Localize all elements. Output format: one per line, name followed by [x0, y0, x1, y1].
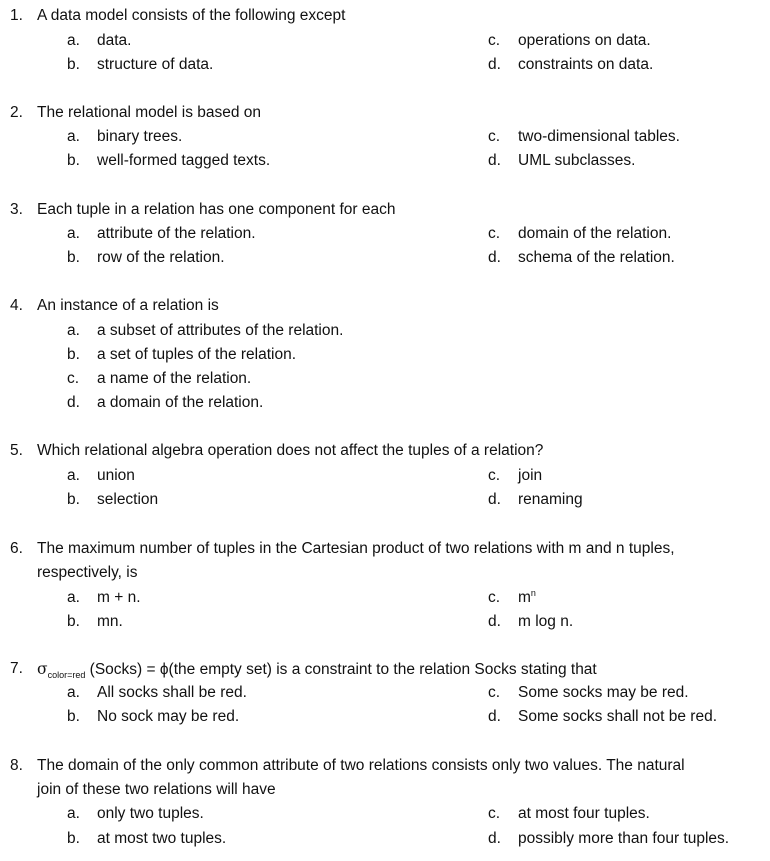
option-letter: c. [488, 805, 501, 822]
option-letter: d. [488, 152, 501, 169]
option-text: a name of the relation. [97, 370, 252, 387]
option-letter: d. [67, 394, 80, 411]
option-text: Some socks shall not be red. [518, 708, 718, 725]
question-6-text-line-2: respectively, is [37, 564, 138, 581]
option-letter: b. [67, 708, 80, 725]
question-3-option-d [0, 248, 770, 268]
question-1-text: A data model consists of the following except [37, 7, 346, 24]
question-8-text-line-2: join of these two relations will have [37, 781, 276, 798]
selection-condition: color=red [47, 670, 86, 680]
option-superscript: n [530, 588, 536, 598]
option-letter: d. [488, 491, 501, 508]
option-letter: a. [67, 322, 80, 339]
option-text: binary trees. [97, 128, 183, 145]
option-letter: b. [67, 830, 80, 847]
question-5-text: Which relational algebra operation does not affect the tuples of a relation? [37, 442, 544, 459]
option-letter: b. [67, 152, 80, 169]
question-2-option-c [0, 127, 770, 147]
option-letter: a. [67, 225, 80, 242]
question-5-option-d [0, 490, 770, 510]
question-1-number: 1. [10, 7, 23, 24]
question-3-number: 3. [10, 201, 23, 218]
option-text: selection [97, 491, 159, 508]
question-6-option-d [0, 612, 770, 632]
option-letter: d. [488, 708, 501, 725]
option-letter: d. [488, 56, 501, 73]
option-letter: d. [488, 830, 501, 847]
option-text: No sock may be red. [97, 708, 240, 725]
option-letter: b. [67, 56, 80, 73]
question-4-option-b [0, 345, 770, 365]
question-3-option-c [0, 224, 770, 244]
question-4-option-c [0, 369, 770, 389]
question-7-text [37, 659, 597, 679]
question-2-number: 2. [10, 104, 23, 121]
option-text: at most two tuples. [97, 830, 227, 847]
option-letter: c. [488, 589, 501, 606]
option-base: m [518, 589, 531, 606]
option-text: attribute of the relation. [97, 225, 256, 242]
option-text: domain of the relation. [518, 225, 672, 242]
option-letter: c. [488, 467, 501, 484]
option-text: two-dimensional tables. [518, 128, 680, 145]
option-text: All socks shall be red. [97, 684, 247, 701]
option-text [518, 588, 536, 608]
question-4-option-d [0, 393, 770, 413]
option-letter: c. [67, 370, 80, 387]
option-text: a domain of the relation. [97, 394, 264, 411]
option-text: a subset of attributes of the relation. [97, 322, 344, 339]
question-4-text: An instance of a relation is [37, 297, 219, 314]
question-3-text: Each tuple in a relation has one component for each [37, 201, 396, 218]
option-letter: a. [67, 589, 80, 606]
option-text: data. [97, 32, 132, 49]
option-text: constraints on data. [518, 56, 654, 73]
question-2-text: The relational model is based on [37, 104, 262, 121]
question-2-option-d [0, 151, 770, 171]
option-text: only two tuples. [97, 805, 204, 822]
question-4-number: 4. [10, 297, 23, 314]
option-letter: c. [488, 128, 501, 145]
option-letter: d. [488, 613, 501, 630]
question-5-number: 5. [10, 442, 23, 459]
option-letter: a. [67, 32, 80, 49]
option-text: a set of tuples of the relation. [97, 346, 297, 363]
sigma-symbol: σ [37, 660, 48, 678]
question-8-text-line-1: The domain of the only common attribute of two relations consists only two values. The natural [37, 757, 685, 774]
question-7-text-rest: (Socks) = ϕ(the empty set) is a constraint to the relation Socks stating that [85, 661, 597, 678]
option-text: possibly more than four tuples. [518, 830, 730, 847]
question-1-option-c [0, 31, 770, 51]
question-7-number: 7. [10, 660, 23, 677]
question-4-option-a [0, 321, 770, 341]
option-text: at most four tuples. [518, 805, 650, 822]
option-letter: a. [67, 805, 80, 822]
option-text: mn. [97, 613, 123, 630]
option-text: Some socks may be red. [518, 684, 689, 701]
option-letter: b. [67, 491, 80, 508]
option-text: m + n. [97, 589, 141, 606]
option-letter: b. [67, 249, 80, 266]
option-letter: c. [488, 684, 501, 701]
question-6-number: 6. [10, 540, 23, 557]
option-letter: b. [67, 346, 80, 363]
option-text: join [518, 467, 543, 484]
question-7-option-c [0, 683, 770, 703]
option-letter: c. [488, 32, 501, 49]
option-text: schema of the relation. [518, 249, 675, 266]
option-text: well-formed tagged texts. [97, 152, 271, 169]
question-8-option-c [0, 804, 770, 824]
option-text: union [97, 467, 135, 484]
option-text: UML subclasses. [518, 152, 636, 169]
question-6-text-line-1: The maximum number of tuples in the Cartesian product of two relations with m and n tuples, [37, 540, 675, 557]
question-8-option-d [0, 829, 770, 849]
option-letter: a. [67, 684, 80, 701]
option-text: renaming [518, 491, 583, 508]
question-5-option-c [0, 466, 770, 486]
question-8-number: 8. [10, 757, 23, 774]
option-text: m log n. [518, 613, 574, 630]
question-7-option-d [0, 707, 770, 727]
option-letter: b. [67, 613, 80, 630]
option-text: structure of data. [97, 56, 214, 73]
option-letter: a. [67, 128, 80, 145]
question-6-option-c [0, 588, 770, 608]
option-letter: a. [67, 467, 80, 484]
question-1-option-d [0, 55, 770, 75]
option-text: operations on data. [518, 32, 651, 49]
option-letter: c. [488, 225, 501, 242]
option-text: row of the relation. [97, 249, 225, 266]
option-letter: d. [488, 249, 501, 266]
